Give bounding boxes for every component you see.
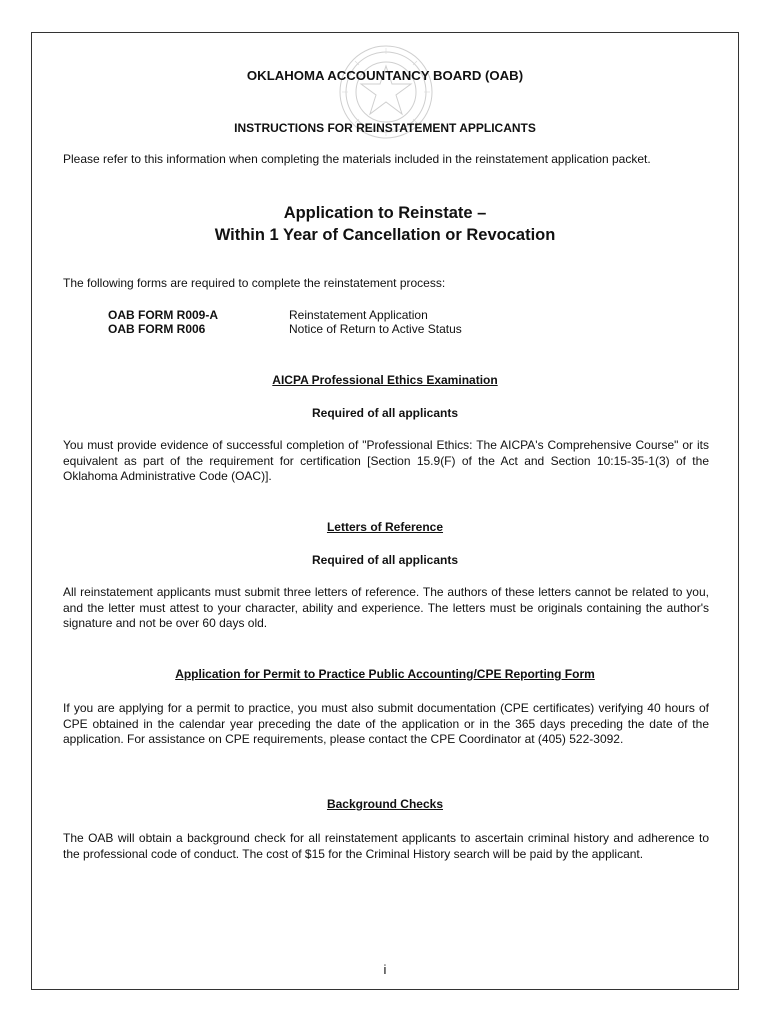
forms-list <box>108 308 462 336</box>
form-row <box>108 308 462 322</box>
section-heading-permit: Application for Permit to Practice Public Accounting/CPE Reporting Form <box>175 667 595 681</box>
form-row <box>108 322 462 336</box>
page-number: i <box>383 962 387 977</box>
section-body-references: All reinstatement applicants must submit three letters of reference. The authors of these letters cannot be related to you, and the letter must attest to your character, ability and experience. The letters must be originals containing the author's signature and not be over 60 days old. <box>63 585 709 631</box>
section-body-ethics: You must provide evidence of successful completion of "Professional Ethics: The AICPA's Comprehensive Course" or its equivalent as part of the requirement for certification [Section 15.9(F) of the Act and Section 10:15-35-1(3) of the Oklahoma Administrative Code (OAC)]. <box>63 438 709 484</box>
org-title: OKLAHOMA ACCOUNTANCY BOARD (OAB) <box>246 68 524 83</box>
application-title <box>0 202 770 246</box>
form-code: OAB FORM R009-A <box>108 308 219 322</box>
section-heading-references: Letters of Reference <box>326 520 444 534</box>
form-code: OAB FORM R006 <box>108 322 206 336</box>
intro-paragraph: Please refer to this information when completing the materials included in the reinstatement application packet. <box>63 152 651 166</box>
instructions-title: INSTRUCTIONS FOR REINSTATEMENT APPLICANTS <box>234 121 536 135</box>
form-description: Notice of Return to Active Status <box>289 322 462 336</box>
section-subheading-ethics: Required of all applicants <box>311 406 459 420</box>
section-heading-background: Background Checks <box>326 797 444 811</box>
application-title-line1: Application to Reinstate – <box>283 204 487 222</box>
section-body-background: The OAB will obtain a background check for all reinstatement applicants to ascertain criminal history and adherence to the professional code of conduct. The cost of $15 for the Criminal History search will be paid by the applicant. <box>63 831 709 861</box>
section-heading-ethics: AICPA Professional Ethics Examination <box>272 373 498 387</box>
section-subheading-references: Required of all applicants <box>311 553 459 567</box>
form-description: Reinstatement Application <box>289 308 428 322</box>
section-body-permit: If you are applying for a permit to practice, you must also submit documentation (CPE certificates) verifying 40 hours of CPE obtained in the calendar year preceding the date of the application or in the 365 days preceding the date of the application. For assistance on CPE requirements, please contact the CPE Coordinator at (405) 522-3092. <box>63 701 709 747</box>
application-title-line2: Within 1 Year of Cancellation or Revocation <box>214 226 556 244</box>
forms-intro: The following forms are required to complete the reinstatement process: <box>63 276 446 290</box>
